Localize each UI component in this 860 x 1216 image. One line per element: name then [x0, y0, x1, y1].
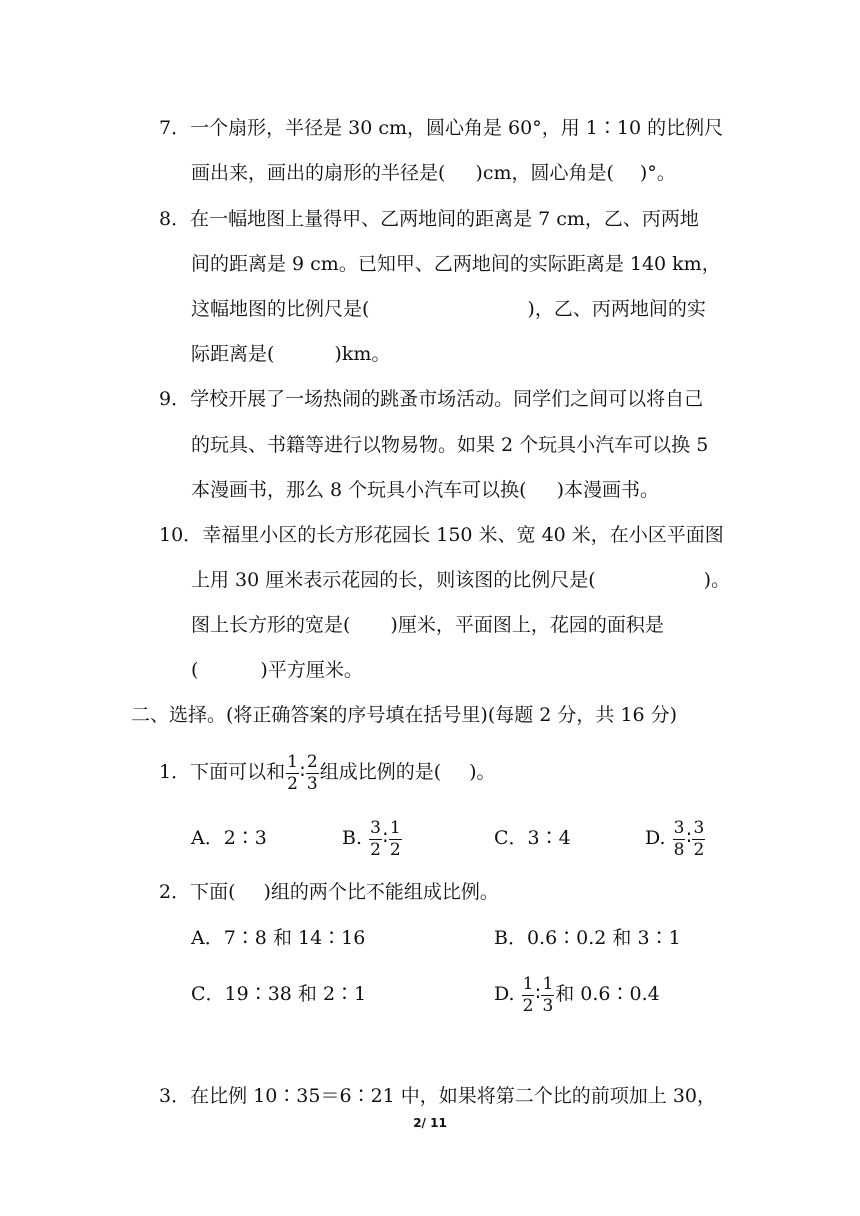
denominator: 2: [693, 839, 705, 860]
option-label: B.: [342, 827, 363, 849]
question-text: 在比例 10∶35＝6∶21 中，如果将第二个比的前项加上 30，: [190, 1085, 717, 1107]
fraction: [673, 817, 686, 860]
question-text: 的玩具、书籍等进行以物易物。如果 2 个玩具小汽车可以换 5: [191, 434, 709, 456]
option-a[interactable]: A．7∶8 和 14∶16: [191, 927, 366, 949]
question-number: 3．: [159, 1085, 191, 1107]
question-text: )本漫画书。: [556, 479, 660, 501]
denominator: 2: [389, 839, 401, 860]
denominator: 2: [370, 839, 381, 860]
section-2-heading: 二、选择。(将正确答案的序号填在括号里)(每题 2 分，共 16 分): [131, 704, 678, 726]
option-text: 和 0.6∶0.4: [555, 983, 660, 1005]
question-text: )平方厘米。: [260, 659, 363, 681]
question-8-line-1: [159, 207, 699, 231]
fraction: [286, 751, 299, 794]
option-label: D.: [494, 983, 515, 1005]
ratio-colon: ∶: [535, 983, 541, 1005]
question-text: (: [191, 659, 199, 681]
question-8-line-3: [191, 297, 706, 321]
denominator: 2: [522, 995, 534, 1016]
numerator: 1: [389, 817, 401, 838]
question-text: )。: [469, 761, 496, 783]
question-text: 幸福里小区的长方形花园长 150 米、宽 40 米，在小区平面图: [202, 524, 724, 546]
fraction: [522, 973, 535, 1016]
option-d[interactable]: [645, 814, 706, 862]
numerator: 3: [693, 817, 705, 838]
question-10-line-1: [159, 523, 724, 547]
question-number: 10．: [159, 524, 203, 546]
question-7-line-2: [191, 161, 676, 185]
question-number: 9．: [159, 388, 191, 410]
question-number: 1．: [159, 761, 191, 783]
question-number: 8．: [159, 208, 191, 230]
question-text: 下面(: [190, 881, 236, 903]
fraction: [369, 817, 382, 860]
question-text: )km。: [334, 343, 391, 365]
numerator: 1: [287, 751, 298, 772]
numerator: 1: [522, 973, 534, 994]
option-c[interactable]: C．19∶38 和 2∶1: [191, 983, 367, 1005]
question-number: 7．: [159, 117, 191, 139]
numerator: 3: [370, 817, 381, 838]
question-9-line-2: [191, 433, 708, 457]
option-label: D.: [645, 827, 666, 849]
question-text: 在一幅地图上量得甲、乙两地间的距离是 7 cm，乙、丙两地: [190, 208, 699, 230]
question-10-line-2: [191, 568, 730, 592]
denominator: 2: [287, 773, 298, 794]
question-number: 2．: [159, 881, 191, 903]
question-text: 组成比例的是(: [319, 761, 442, 783]
question-text: 本漫画书，那么 8 个玩具小汽车可以换(: [191, 479, 527, 501]
question-text: )°。: [639, 162, 676, 184]
question-7-line-1: [159, 116, 723, 140]
question-9-line-3: [191, 478, 659, 502]
question-text: 间的距离是 9 cm。已知甲、乙两地间的实际距离是 140 km，: [191, 253, 721, 275]
numerator: 3: [673, 817, 685, 838]
choice-question-2: [159, 880, 499, 904]
question-text: )，乙、丙两地间的实: [527, 298, 706, 320]
question-8-line-4: [191, 342, 390, 366]
ratio-colon: ∶: [686, 827, 692, 849]
question-text: 画出来，画出的扇形的半径是(: [191, 162, 446, 184]
question-text: 学校开展了一场热闹的跳蚤市场活动。同学们之间可以将自己: [190, 388, 704, 410]
fraction: [692, 817, 705, 860]
page-number: 2/ 11: [413, 1116, 447, 1130]
denominator: 3: [306, 773, 318, 794]
numerator: 2: [306, 751, 318, 772]
fraction: [306, 751, 319, 794]
question-text: 上用 30 厘米表示花园的长，则该图的比例尺是(: [191, 569, 596, 591]
question-text: 下面可以和: [190, 761, 286, 783]
question-text: 际距离是(: [191, 343, 275, 365]
question-9-line-1: [159, 387, 703, 411]
question-text: 这幅地图的比例尺是(: [191, 298, 370, 320]
question-text: )组的两个比不能组成比例。: [263, 881, 499, 903]
denominator: 3: [542, 995, 554, 1016]
option-c[interactable]: C．3∶4: [494, 827, 571, 849]
option-a[interactable]: A．2∶3: [191, 827, 267, 849]
question-text: )厘米，平面图上，花园的面积是: [390, 614, 664, 636]
option-d[interactable]: [494, 970, 660, 1018]
question-10-line-4: [191, 658, 363, 682]
ratio-colon: ∶: [382, 827, 388, 849]
choice-question-1: [159, 748, 496, 796]
ratio-colon: ∶: [299, 761, 305, 783]
fraction: [389, 817, 402, 860]
question-8-line-2: [191, 252, 721, 276]
question-text: 一个扇形，半径是 30 cm，圆心角是 60°，用 1∶10 的比例尺: [190, 117, 724, 139]
option-b[interactable]: [342, 814, 403, 862]
question-text: )。: [703, 569, 731, 591]
question-text: 图上长方形的宽是(: [191, 614, 351, 636]
fraction: [541, 973, 554, 1016]
question-10-line-3: [191, 613, 664, 637]
choice-question-3: [159, 1084, 716, 1108]
question-text: )cm，圆心角是(: [475, 162, 614, 184]
option-b[interactable]: B．0.6∶0.2 和 3∶1: [494, 927, 681, 949]
numerator: 1: [542, 973, 554, 994]
denominator: 8: [673, 839, 685, 860]
